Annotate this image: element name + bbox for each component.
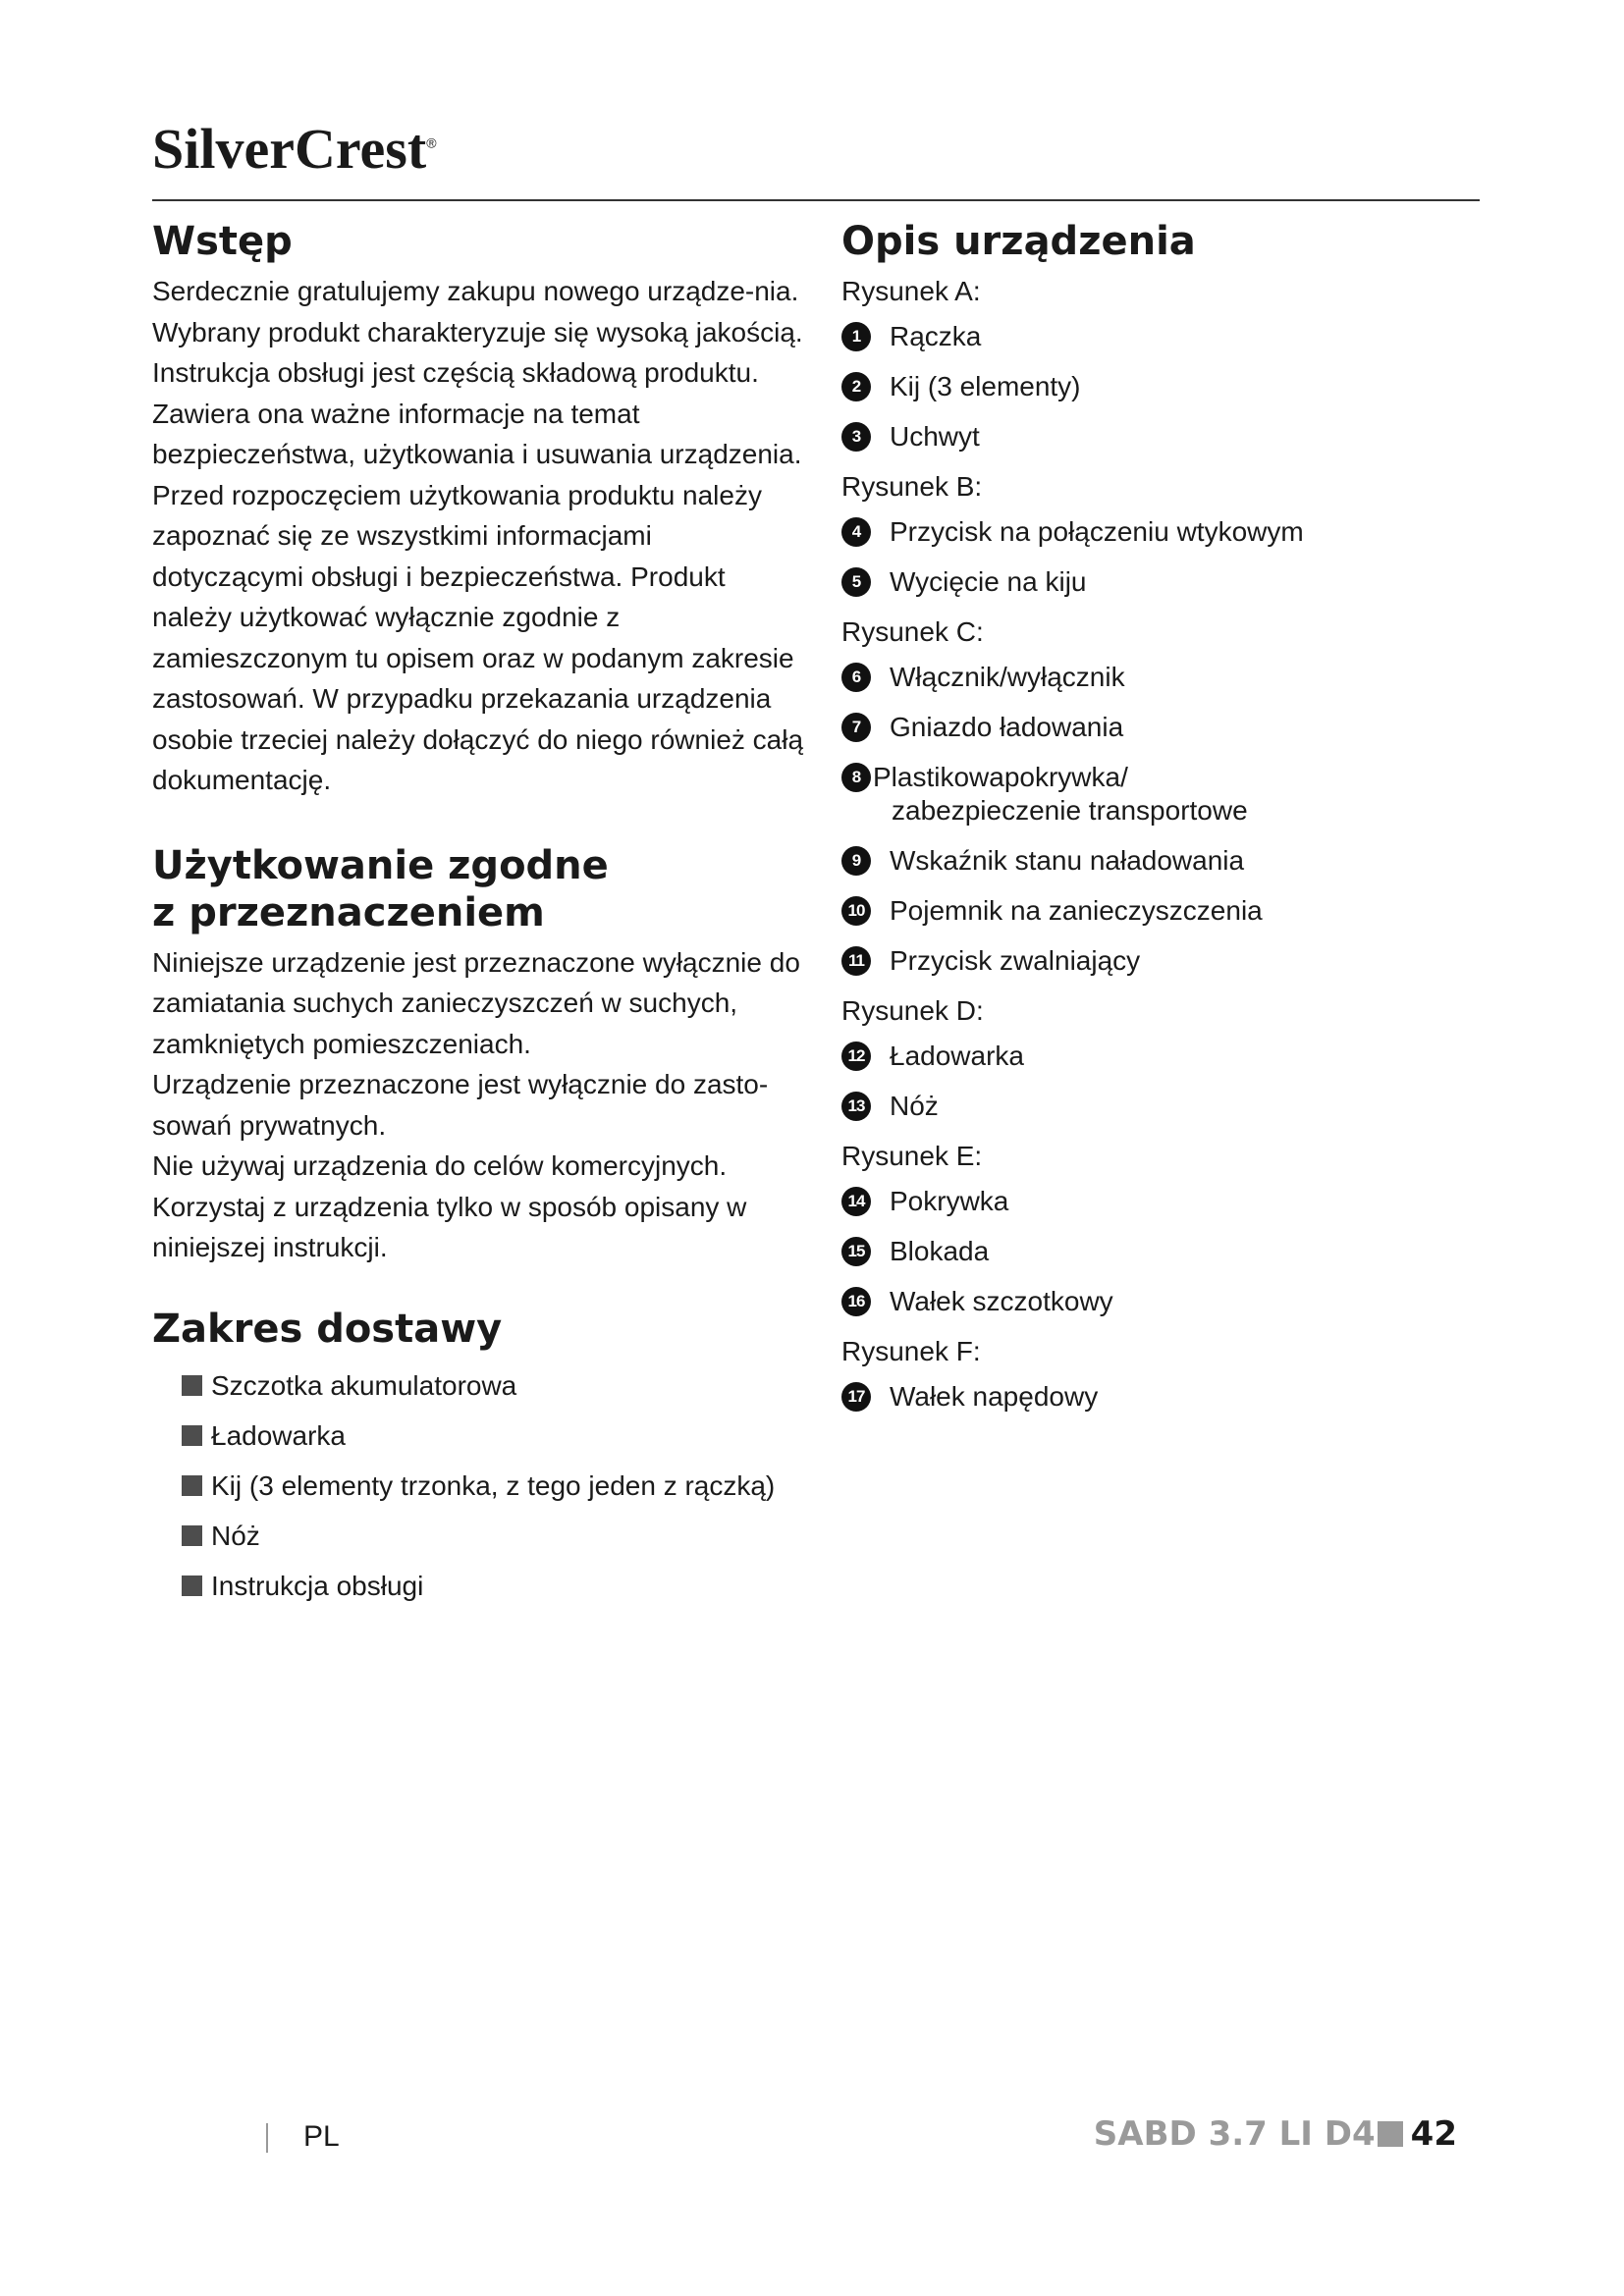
part-label-line1: Plastikowapokrywka/ [873, 762, 1128, 792]
part-item [841, 1285, 1470, 1318]
number-badge-icon: 8 [841, 763, 871, 792]
number-badge-icon: 1 [841, 322, 871, 351]
part-label: Wskaźnik stanu naładowania [890, 845, 1245, 876]
figure-b-label: Rysunek B: [841, 471, 983, 502]
list-item [182, 1461, 805, 1511]
list-item-label: Ładowarka [211, 1419, 346, 1451]
part-label: Gniazdo ładowania [890, 712, 1124, 742]
number-badge-icon: 14 [841, 1187, 871, 1216]
part-label [873, 761, 1248, 828]
part-item [841, 944, 1470, 978]
intro-title: Wstęp [152, 219, 293, 264]
part-label-line2: zabezpieczenie transportowe [892, 795, 1248, 826]
part-item [841, 420, 1470, 454]
figure-c-label: Rysunek C: [841, 616, 984, 647]
part-item [841, 1040, 1470, 1073]
square-bullet-icon [182, 1575, 202, 1596]
part-label: Wałek napędowy [890, 1381, 1099, 1412]
page-number: 42 [1410, 2114, 1457, 2154]
part-item [841, 1235, 1470, 1268]
part-label: Pokrywka [890, 1186, 1009, 1216]
list-item [182, 1561, 805, 1611]
footer-language: PL [303, 2120, 340, 2153]
intended-use-title-line1: Użytkowanie zgodne [152, 842, 609, 888]
part-label: Przycisk na połączeniu wtykowym [890, 516, 1304, 547]
list-item [182, 1411, 805, 1461]
registered-mark: ® [426, 134, 437, 151]
part-item [841, 1185, 1470, 1218]
part-item [841, 565, 1470, 599]
square-bullet-icon [182, 1525, 202, 1546]
square-bullet-icon [182, 1475, 202, 1496]
intended-use-text-2: Urządzenie przeznaczone jest wyłącznie do zasto-sowań prywatnych. [152, 1069, 769, 1141]
list-item-label: Szczotka akumulatorowa [211, 1369, 517, 1401]
number-badge-icon: 5 [841, 567, 871, 597]
list-item [182, 1511, 805, 1561]
intended-use-text-4: Korzystaj z urządzenia tylko w sposób opisany w niniejszej instrukcji. [152, 1191, 747, 1262]
list-item-label: Kij (3 elementy trzonka, z tego jeden z rączką) [211, 1469, 776, 1501]
intro-text: Serdecznie gratulujemy zakupu nowego urządze-nia. Wybrany produkt charakteryzuje się wysoką jakością. Instrukcja obsługi jest częścią składową produktu. Zawiera ona ważne informacje na temat bezpieczeństwa, użytkowania i usuwania urządzenia. Przed rozpoczęciem użytkowania produktu należy zapoznać się ze wszystkimi informacjami dotyczącymi obsługi i bezpieczeństwa. Produkt należy użytkować wyłącznie zgodnie z zamieszczonym tu opisem oraz w podanym zakresie zastosowań. W przypadku przekazania urządzenia osobie trzeciej należy dołączyć do niego również całą dokumentację. [152, 276, 804, 795]
part-label: Rączka [890, 321, 982, 351]
part-label: Wałek szczotkowy [890, 1286, 1113, 1316]
part-item [841, 661, 1470, 694]
square-bullet-icon [182, 1375, 202, 1396]
brand-logo [152, 116, 437, 182]
list-item-label: Nóż [211, 1520, 260, 1551]
square-bullet-icon [182, 1425, 202, 1446]
footer-model [1094, 2114, 1457, 2154]
part-item [841, 894, 1470, 928]
number-badge-icon: 17 [841, 1382, 871, 1412]
list-item-label: Instrukcja obsługi [211, 1570, 424, 1601]
number-badge-icon: 16 [841, 1287, 871, 1316]
figure-d-label: Rysunek D: [841, 995, 984, 1026]
figure-a-label: Rysunek A: [841, 276, 981, 306]
part-label: Pojemnik na zanieczyszczenia [890, 895, 1263, 926]
model-name: SABD 3.7 LI D4 [1093, 2114, 1376, 2154]
delivery-title: Zakres dostawy [152, 1306, 503, 1352]
number-badge-icon: 9 [841, 846, 871, 876]
number-badge-icon: 4 [841, 517, 871, 547]
part-item [841, 711, 1470, 744]
intended-use-title [152, 842, 805, 936]
part-label: Nóż [890, 1091, 939, 1121]
part-label: Kij (3 elementy) [890, 371, 1081, 401]
number-badge-icon: 2 [841, 372, 871, 401]
part-item [841, 761, 1470, 828]
figure-f-label: Rysunek F: [841, 1336, 981, 1366]
number-badge-icon: 7 [841, 713, 871, 742]
number-badge-icon: 6 [841, 663, 871, 692]
number-badge-icon: 11 [841, 946, 871, 976]
part-label: Uchwyt [890, 421, 980, 452]
part-item [841, 844, 1470, 878]
number-badge-icon: 13 [841, 1092, 871, 1121]
square-marker-icon [1378, 2121, 1403, 2147]
intended-use-text-3: Nie używaj urządzenia do celów komercyjnych. [152, 1150, 728, 1181]
intended-use-section [152, 842, 805, 1268]
footer-separator [266, 2123, 268, 2153]
brand-name: SilverCrest [152, 117, 427, 181]
number-badge-icon: 10 [841, 896, 871, 926]
intended-use-text [152, 942, 805, 1268]
part-item [841, 320, 1470, 353]
part-label: Wycięcie na kiju [890, 566, 1087, 597]
intro-section [152, 218, 805, 801]
part-label: Ładowarka [890, 1041, 1024, 1071]
number-badge-icon: 3 [841, 422, 871, 452]
device-description-title: Opis urządzenia [841, 219, 1196, 264]
delivery-section [152, 1306, 805, 1611]
number-badge-icon: 12 [841, 1041, 871, 1071]
part-label: Włącznik/wyłącznik [890, 662, 1125, 692]
part-label: Przycisk zwalniający [890, 945, 1141, 976]
left-column [152, 218, 805, 1611]
list-item [182, 1361, 805, 1411]
header-divider [152, 199, 1480, 201]
part-item [841, 1380, 1470, 1414]
part-item [841, 370, 1470, 403]
figure-e-label: Rysunek E: [841, 1141, 983, 1171]
part-label: Blokada [890, 1236, 990, 1266]
intended-use-title-line2: z przeznaczeniem [152, 889, 545, 935]
part-item [841, 515, 1470, 549]
intended-use-text-1: Niniejsze urządzenie jest przeznaczone wyłącznie do zamiatania suchych zanieczyszczeń w suchych, zamkniętych pomieszczeniach. [152, 946, 800, 1059]
number-badge-icon: 15 [841, 1237, 871, 1266]
part-item [841, 1090, 1470, 1123]
right-column [841, 218, 1470, 1430]
delivery-list [182, 1361, 805, 1611]
